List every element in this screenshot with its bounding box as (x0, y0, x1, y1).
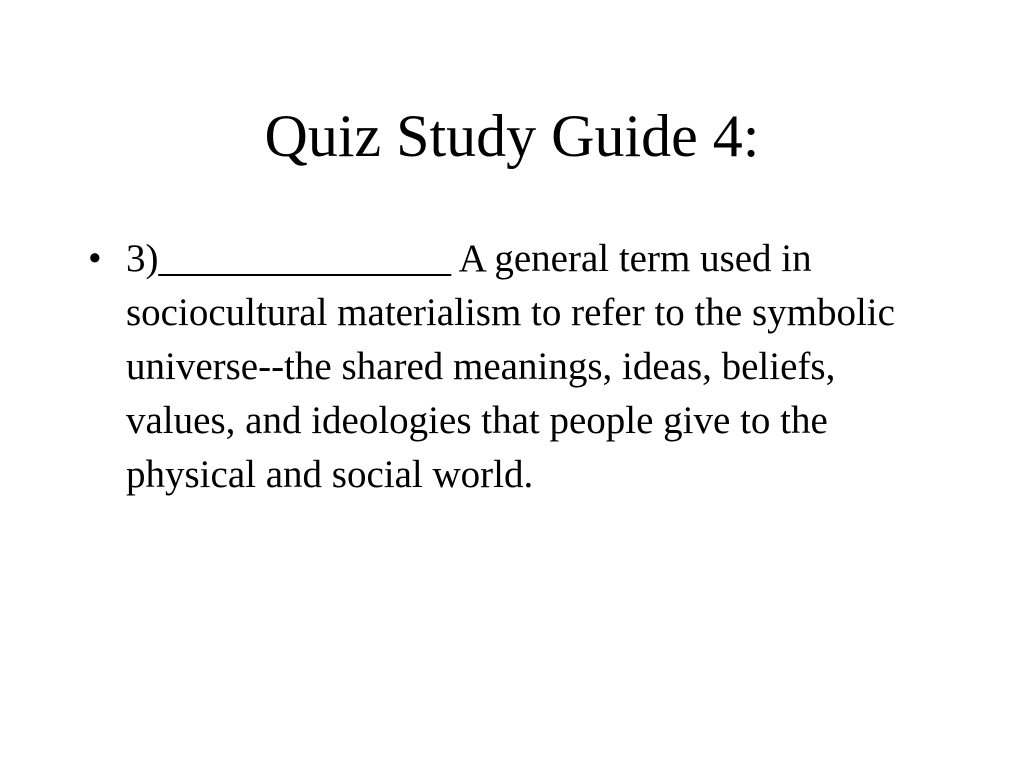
bullet-icon: • (88, 237, 102, 280)
bullet-list (88, 232, 948, 502)
bullet-text: 3)_______________ A general term used in sociocultural materialism to refer to the symbolic universe--the shared meanings, ideas, beliefs, values, and ideologies that people give to the physical and social world. (126, 237, 895, 496)
bullet-item (88, 232, 948, 502)
slide-title: Quiz Study Guide 4: (264, 103, 760, 169)
